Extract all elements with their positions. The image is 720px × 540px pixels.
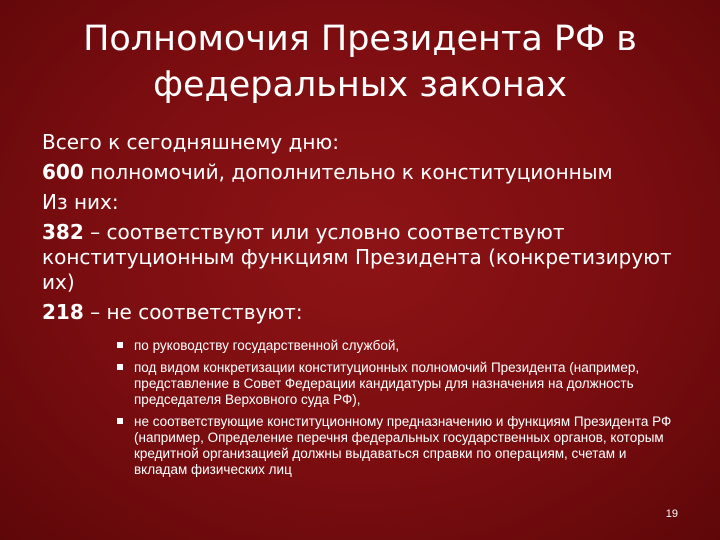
of-them-line: Из них: [42, 190, 119, 214]
total-powers-count: 600 [42, 160, 84, 184]
list-item-text: по руководству государственной службой, [134, 338, 400, 353]
noncompliant-list [117, 338, 677, 484]
slide-title-line-2: федеральных законах [153, 65, 567, 105]
slide-body [42, 130, 702, 325]
page-number: 19 [665, 508, 678, 520]
square-bullet-icon [117, 364, 123, 370]
list-item [117, 414, 677, 478]
noncompliant-powers-line [42, 300, 702, 325]
total-powers-text: полномочий, дополнительно к конституционным [83, 160, 613, 184]
noncompliant-powers-text: – не соответствуют: [83, 300, 303, 324]
list-item-text: под видом конкретизации конституционных полномочий Президента (например, представление в Совет Федерации кандидатуры для назначения на должность председателя Верховного суда РФ), [134, 360, 640, 407]
list-item-text: не соответствующие конституционному предназначению и функциям Президента РФ (например, Определение перечня федеральных государственных органов, которым кредитной организацией должны выдаваться справки по операциям, счетам и вкладам физических лиц [134, 414, 672, 477]
compliant-powers-text: – соответствуют или условно соответствуют конституционным функциям Президента (конкретизируют их) [42, 220, 672, 294]
compliant-powers-line [42, 220, 702, 295]
square-bullet-icon [117, 342, 123, 348]
slide-title [40, 16, 680, 108]
slide-title-line-1: Полномочия Президента РФ в [83, 19, 637, 59]
list-item [117, 338, 677, 354]
square-bullet-icon [117, 418, 123, 424]
compliant-powers-count: 382 [42, 220, 84, 244]
noncompliant-powers-count: 218 [42, 300, 84, 324]
intro-line: Всего к сегодняшнему дню: [42, 130, 339, 154]
total-powers-line [42, 160, 702, 185]
list-item [117, 360, 677, 408]
